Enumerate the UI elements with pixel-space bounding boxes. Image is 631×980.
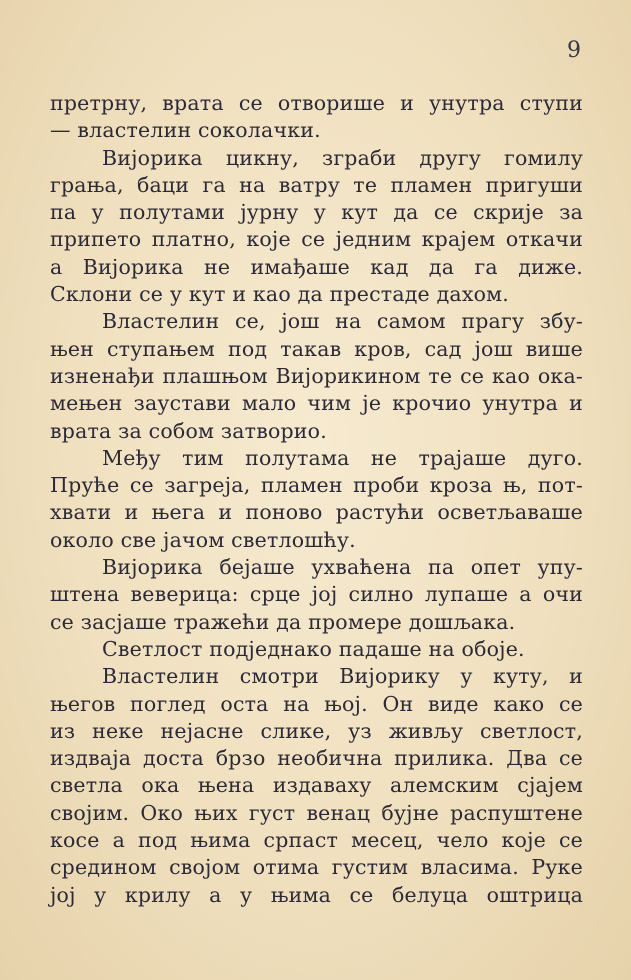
text-line: издваја доста брзо необична прилика. Два се: [50, 746, 583, 771]
text-line: светла ока њена издаваху алемским сјајем: [50, 773, 583, 798]
text-line: јој у крилу а у њима се белуца оштрица: [50, 882, 583, 907]
text-line: Властелин смотри Вијорику у куту, и: [102, 664, 583, 689]
text-line: косе а под њима српаст месец, чело које се: [50, 828, 583, 853]
text-line: Пруће се загреја, пламен проби кроза њ, пот-: [50, 473, 583, 498]
text-line: грања, баци га на ватру те пламен пригуши: [50, 172, 583, 197]
text-line: његов поглед оста на њој. Он виде како се: [50, 691, 583, 716]
text-line: средином својом отима густим власима. Руке: [50, 855, 583, 880]
text-line: изненађи плашњом Вијорикином те се као ока-: [50, 363, 583, 388]
body-text: [50, 90, 583, 909]
text-line: припето платно, које се једним крајем откачи: [50, 227, 583, 252]
text-line: хвати и њега и поново растући осветљаваше: [50, 500, 583, 525]
text-line: својим. Око њих густ венац бујне распуштене: [50, 800, 583, 825]
text-line: около све јачом светлошћу.: [50, 527, 356, 552]
text-line: Светлост подједнако падаше на обоје.: [102, 636, 525, 661]
text-line: — властелин соколачки.: [50, 118, 321, 143]
text-line: а Вијорика не имађаше кад да га диже.: [50, 254, 583, 279]
text-line: њен ступањем под такав кров, сад још више: [50, 336, 583, 361]
text-line: из неке нејасне слике, уз живљу светлост,: [50, 718, 583, 743]
text-line: Међу тим полутама не трајаше дуго.: [102, 445, 583, 470]
text-line: претрну, врата се отворише и унутра ступи: [50, 91, 583, 115]
page-number: 9: [567, 38, 581, 63]
text-line: Вијорика бејаше ухваћена па опет упу-: [102, 555, 583, 580]
text-line: Властелин се, још на самом прагу збу-: [102, 309, 583, 334]
text-line: врата за собом затворио.: [50, 418, 327, 443]
text-line: Вијорика цикну, зграби другу гомилу: [102, 145, 583, 170]
text-line: Склони се у кут и као да престаде дахом.: [50, 282, 510, 307]
text-line: се засјаше тражећи да промере дошљака.: [50, 609, 516, 634]
text-line: па у полутами јурну у кут да се скрије за: [50, 200, 583, 225]
text-line: мењен заустави мало чим је крочио унутра и: [50, 391, 583, 416]
text-line: штена веверица: срце јој силно лупаше а очи: [50, 582, 583, 607]
